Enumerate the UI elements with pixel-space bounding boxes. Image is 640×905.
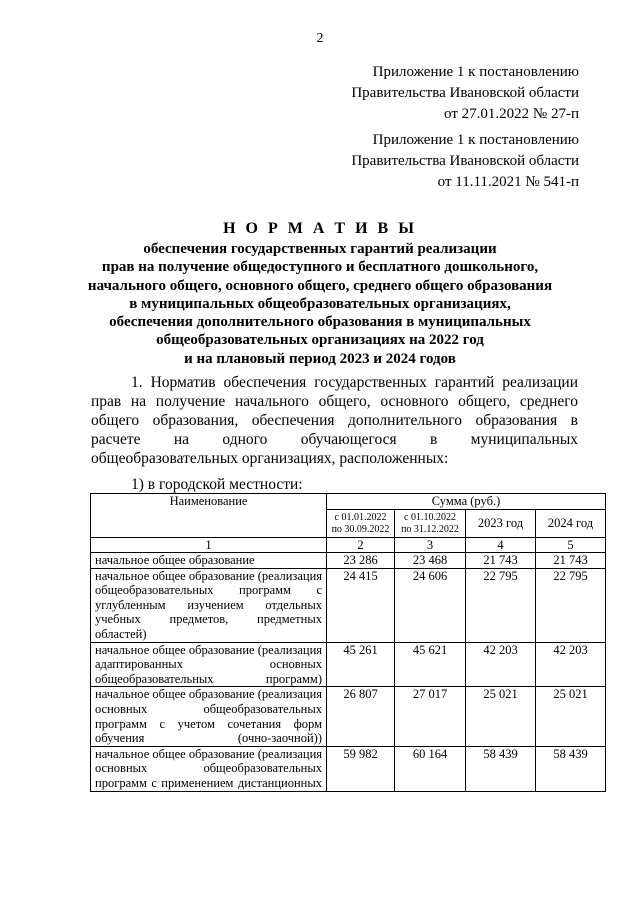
row-value: 58 439 [466,746,536,791]
approval-block-2 [351,130,579,193]
header-2023: 2023 год [466,510,536,538]
table-row [91,687,606,746]
table-row [91,642,606,687]
table-viewport [0,493,640,848]
row-value: 22 795 [466,568,536,642]
approval-line: Приложение 1 к постановлению [372,132,579,148]
table-row [91,553,606,569]
title-line: начального общего, основного общего, среднего общего образования [87,277,553,294]
header-period-2-to: по 31.12.2022 [401,523,459,535]
col-number: 5 [536,538,606,553]
row-value: 42 203 [466,642,536,687]
row-value: 45 261 [327,642,395,687]
row-value: 21 743 [536,553,606,569]
page-number: 2 [316,31,324,46]
table-row [91,746,606,791]
row-name: начальное общее образование (реализация адаптированных основных общеобразовательных программ) [91,642,327,687]
row-value: 25 021 [466,687,536,746]
row-value: 21 743 [466,553,536,569]
paragraph-text: 1. Норматив обеспечения государственных гарантий реализации прав на получение начального общего, основного общего, среднего общего образования, обеспечения дополнительного образования в расчете на одного обучающегося в муниципальных общеобразовательных организациях, расположенных: [91,374,578,467]
table-numbering-row [91,538,606,553]
row-value: 27 017 [395,687,466,746]
row-name: начальное общее образование [91,553,327,569]
title-line: обеспечения государственных гарантий реализации [143,241,497,257]
approval-line: от 27.01.2022 № 27-п [444,106,579,122]
header-sum: Сумма (руб.) [327,494,606,510]
header-period-1 [327,510,395,538]
title-line: прав на получение общедоступного и бесплатного дошкольного, [101,259,539,276]
approval-line: Правительства Ивановской области [351,85,579,101]
row-value: 22 795 [536,568,606,642]
row-name: начальное общее образование (реализация общеобразовательных программ с углубленным изучением отдельных учебных предметов, предметных областей) [91,568,327,642]
body-paragraph [91,373,578,468]
approval-line: Правительства Ивановской области [351,153,579,169]
title-line: обеспечения дополнительного образования в муниципальных [109,314,531,331]
row-value: 58 439 [536,746,606,791]
header-period-2 [395,510,466,538]
header-period-1-from: с 01.01.2022 [334,512,387,523]
title-line: и на плановый период 2023 и 2024 годов [184,350,456,367]
row-value: 42 203 [536,642,606,687]
row-value: 45 621 [395,642,466,687]
row-name: начальное общее образование (реализация основных общеобразовательных программ с учетом сочетания форм обучения (очно-заочной)) [91,687,327,746]
title-line: общеобразовательных организациях на 2022 год [156,332,484,349]
row-value: 23 286 [327,553,395,569]
header-name: Наименование [91,494,327,538]
table-row [91,568,606,642]
col-number: 1 [91,538,327,553]
row-value: 24 415 [327,568,395,642]
row-value: 24 606 [395,568,466,642]
norms-table [90,493,606,792]
col-number: 2 [327,538,395,553]
col-number: 3 [395,538,466,553]
header-2024: 2024 год [536,510,606,538]
table-header-row [91,494,606,510]
col-number: 4 [466,538,536,553]
row-value: 26 807 [327,687,395,746]
row-value: 60 164 [395,746,466,791]
row-value: 23 468 [395,553,466,569]
section-subhead: 1) в городской местности: [131,476,303,493]
approval-line: от 11.11.2021 № 541-п [437,174,579,190]
row-value: 59 982 [327,746,395,791]
row-value: 25 021 [536,687,606,746]
row-name: начальное общее образование (реализация основных общеобразовательных программ с применением дистанционных [91,746,327,791]
document-title [0,218,640,368]
header-period-1-to: по 30.09.2022 [331,523,390,535]
approval-block-1 [351,62,579,125]
approval-line: Приложение 1 к постановлению [372,64,579,80]
header-period-2-from: с 01.10.2022 [404,512,456,523]
title-main: Н О Р М А Т И В Ы [223,220,417,237]
title-line: в муниципальных общеобразовательных организациях, [129,295,511,312]
